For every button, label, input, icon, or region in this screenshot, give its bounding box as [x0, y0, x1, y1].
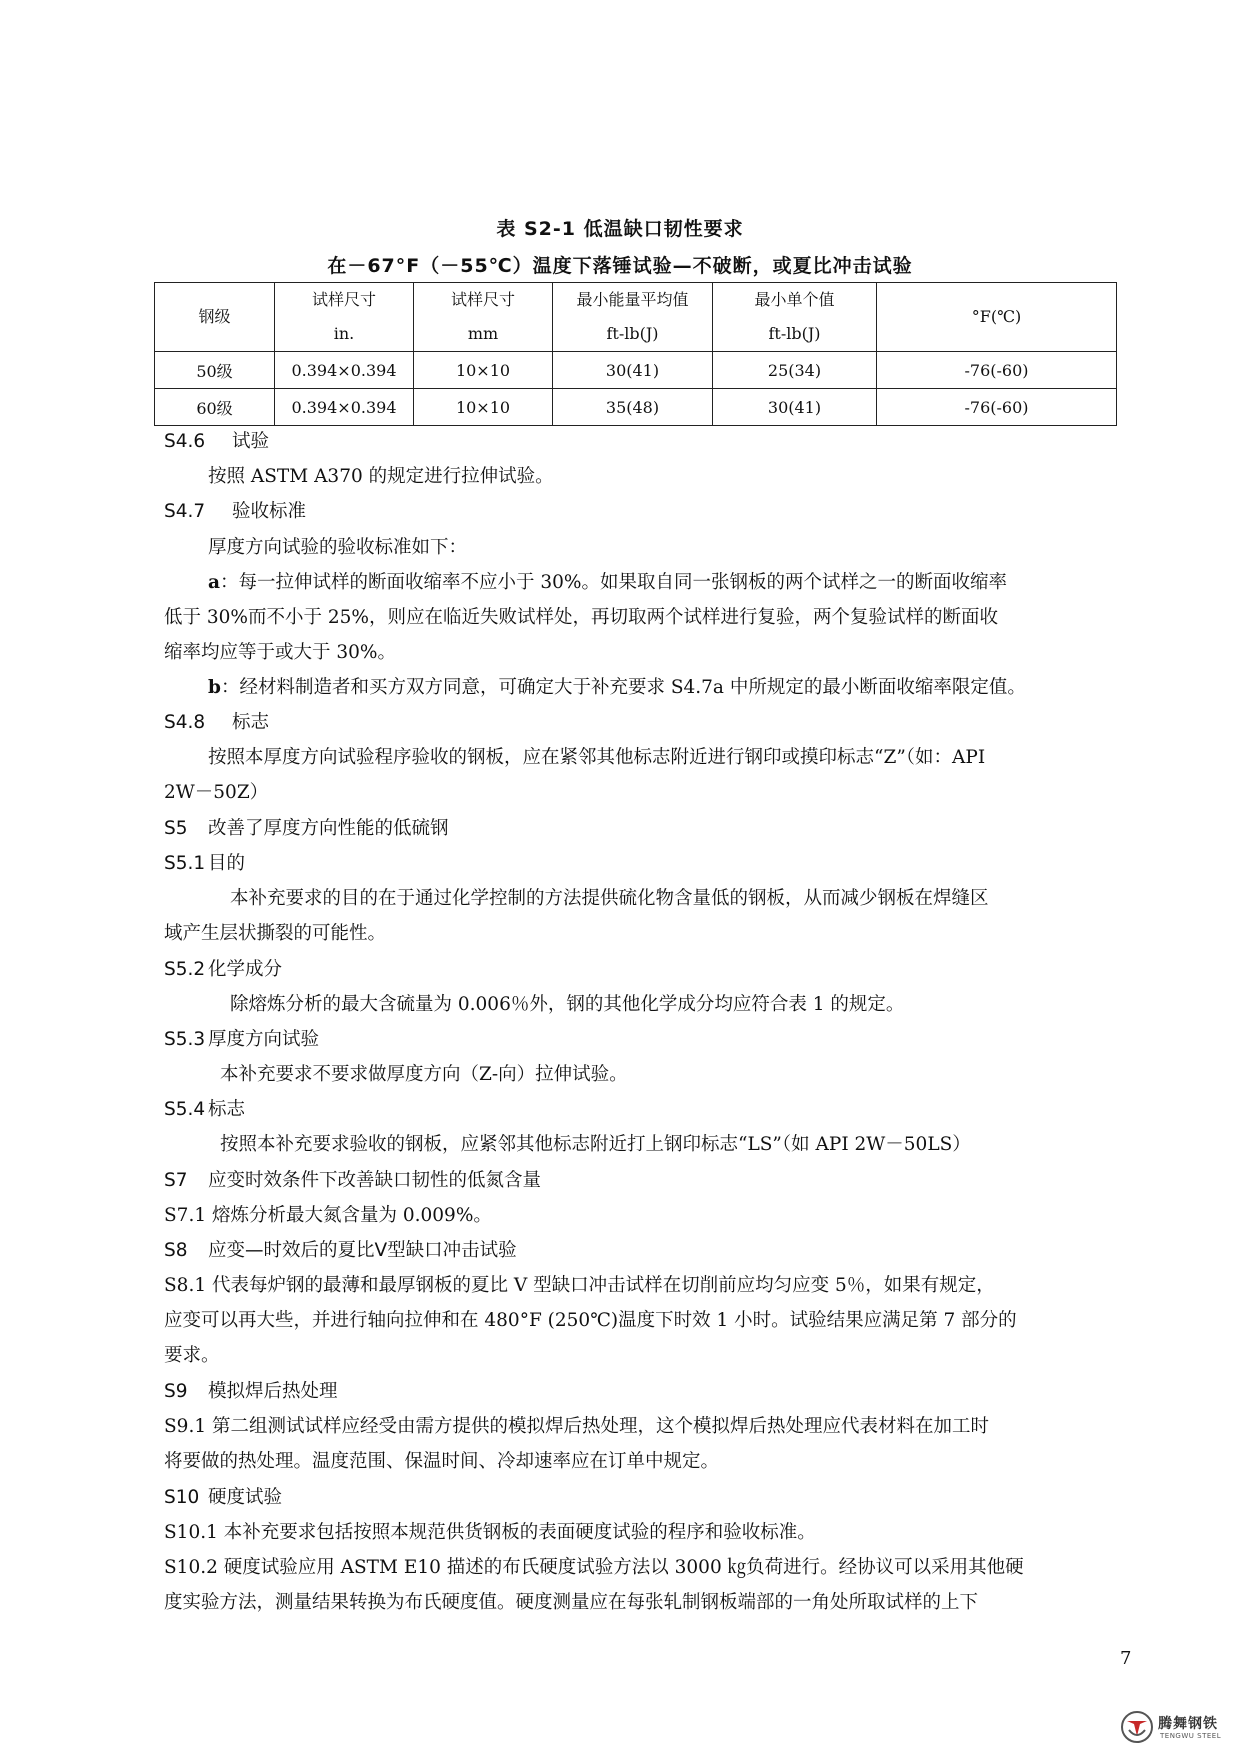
- paragraph-line: 按照本厚度方向试验程序验收的钢板，应在紧邻其他标志附近进行钢印或摸印标志“Z”（如：API: [208, 747, 986, 768]
- section-heading-s4-7: S4.7 验收标准: [164, 501, 307, 522]
- table-header-row: [155, 283, 1117, 352]
- section-heading-s5-3: S5.3 厚度方向试验: [164, 1029, 320, 1050]
- paragraph-line: 低于 30%而不小于 25%，则应在临近失败试样处，再切取两个试样进行复验，两个复验试样的断面收: [164, 607, 999, 628]
- header-cell: 最小单个值 ft-lb(J): [713, 283, 877, 352]
- paragraph-item-a: a：每一拉伸试样的断面收缩率不应小于 30%。如果取自同一张钢板的两个试样之一的断面收缩率: [208, 572, 1008, 593]
- page-number: 7: [1120, 1648, 1132, 1669]
- paragraph: 按照 ASTM A370 的规定进行拉伸试验。: [208, 466, 554, 487]
- table-cell: 10×10: [414, 389, 553, 426]
- paragraph-line: S10.2 硬度试验应用 ASTM E10 描述的布氏硬度试验方法以 3000 ㎏负荷进行。经协议可以采用其他硬: [164, 1557, 1024, 1578]
- table-cell: 25(34): [713, 352, 877, 389]
- table-cell: 50级: [155, 352, 275, 389]
- section-heading-s5-2: S5.2 化学成分: [164, 959, 283, 980]
- paragraph-line: 2W－50Z）: [164, 782, 269, 803]
- table-cell: -76(-60): [877, 352, 1117, 389]
- section-heading-s5-1: S5.1 目的: [164, 853, 246, 874]
- table-cell: 10×10: [414, 352, 553, 389]
- notch-toughness-table: [154, 282, 1117, 426]
- paragraph-line: 除熔炼分析的最大含硫量为 0.006％外，钢的其他化学成分均应符合表 1 的规定。: [230, 994, 905, 1015]
- section-heading-s5-4: S5.4 标志: [164, 1099, 246, 1120]
- section-heading-s4-6: S4.6 试验: [164, 431, 270, 452]
- table-cell: 0.394×0.394: [275, 389, 414, 426]
- table-cell: -76(-60): [877, 389, 1117, 426]
- paragraph-line: S9.1 第二组测试试样应经受由需方提供的模拟焊后热处理，这个模拟焊后热处理应代表材料在加工时: [164, 1416, 989, 1437]
- paragraph-line: S10.1 本补充要求包括按照本规范供货钢板的表面硬度试验的程序和验收标准。: [164, 1522, 816, 1543]
- section-heading-s8: S8 应变—时效后的夏比Ⅴ型缺口冲击试验: [164, 1240, 517, 1261]
- header-cell: °F(℃): [877, 283, 1117, 352]
- paragraph-line: 将要做的热处理。温度范围、保温时间、冷却速率应在订单中规定。: [164, 1451, 720, 1472]
- header-cell: 钢级: [155, 283, 275, 352]
- paragraph-line: S7.1 熔炼分析最大氮含量为 0.009%。: [164, 1205, 492, 1226]
- table-cell: 60级: [155, 389, 275, 426]
- logo-name-en: TENGWU STEEL: [1160, 1732, 1222, 1740]
- paragraph-line: 本补充要求不要求做厚度方向（Z-向）拉伸试验。: [220, 1064, 628, 1085]
- logo-name-cn: 腾舞钢铁: [1158, 1716, 1218, 1732]
- paragraph-line: 按照本补充要求验收的钢板，应紧邻其他标志附近打上钢印标志“LS”（如 API 2W－50LS）: [220, 1134, 971, 1155]
- table-cell: 30(41): [713, 389, 877, 426]
- paragraph-line: 本补充要求的目的在于通过化学控制的方法提供硫化物含量低的钢板，从而减少钢板在焊缝区: [230, 888, 989, 909]
- table-row: [155, 352, 1117, 389]
- table-cell: 0.394×0.394: [275, 352, 414, 389]
- table-row: [155, 389, 1117, 426]
- table-cell: 35(48): [553, 389, 713, 426]
- paragraph-line: S8.1 代表每炉钢的最薄和最厚钢板的夏比 V 型缺口冲击试样在切削前应均匀应变 5％，如果有规定，: [164, 1275, 995, 1296]
- header-cell: 试样尺寸 mm: [414, 283, 553, 352]
- section-heading-s4-8: S4.8 标志: [164, 712, 270, 733]
- paragraph-line: 度实验方法，测量结果转换为布氏硬度值。硬度测量应在每张轧制钢板端部的一角处所取试样的上下: [164, 1592, 979, 1613]
- section-heading-s7: S7 应变时效条件下改善缺口韧性的低氮含量: [164, 1170, 542, 1191]
- paragraph-line: 域产生层状撕裂的可能性。: [164, 923, 387, 944]
- header-cell: 试样尺寸 in.: [275, 283, 414, 352]
- paragraph-line: 缩率均应等于或大于 30%。: [164, 642, 397, 663]
- header-cell: 最小能量平均值 ft-lb(J): [553, 283, 713, 352]
- paragraph-line: 要求。: [164, 1345, 220, 1366]
- section-heading-s9: S9 模拟焊后热处理: [164, 1381, 338, 1402]
- table-title: 表 S2-1 低温缺口韧性要求: [496, 218, 744, 240]
- table-subtitle: 在－67°F（－55℃）温度下落锤试验—不破断，或夏比冲击试验: [327, 255, 913, 277]
- section-heading-s5: S5 改善了厚度方向性能的低硫钢: [164, 818, 449, 839]
- paragraph-line: 应变可以再大些，并进行轴向拉伸和在 480°F (250℃)温度下时效 1 小时。试验结果应满足第 7 部分的: [164, 1310, 1017, 1331]
- table-cell: 30(41): [553, 352, 713, 389]
- company-logo: [1120, 1708, 1240, 1748]
- paragraph: 厚度方向试验的验收标准如下：: [208, 537, 468, 558]
- paragraph-item-b: b：经材料制造者和买方双方同意，可确定大于补充要求 S4.7a 中所规定的最小断面收缩率限定值。: [208, 677, 1026, 698]
- tengwu-logo-icon: [1120, 1710, 1154, 1744]
- section-heading-s10: S10 硬度试验: [164, 1487, 283, 1508]
